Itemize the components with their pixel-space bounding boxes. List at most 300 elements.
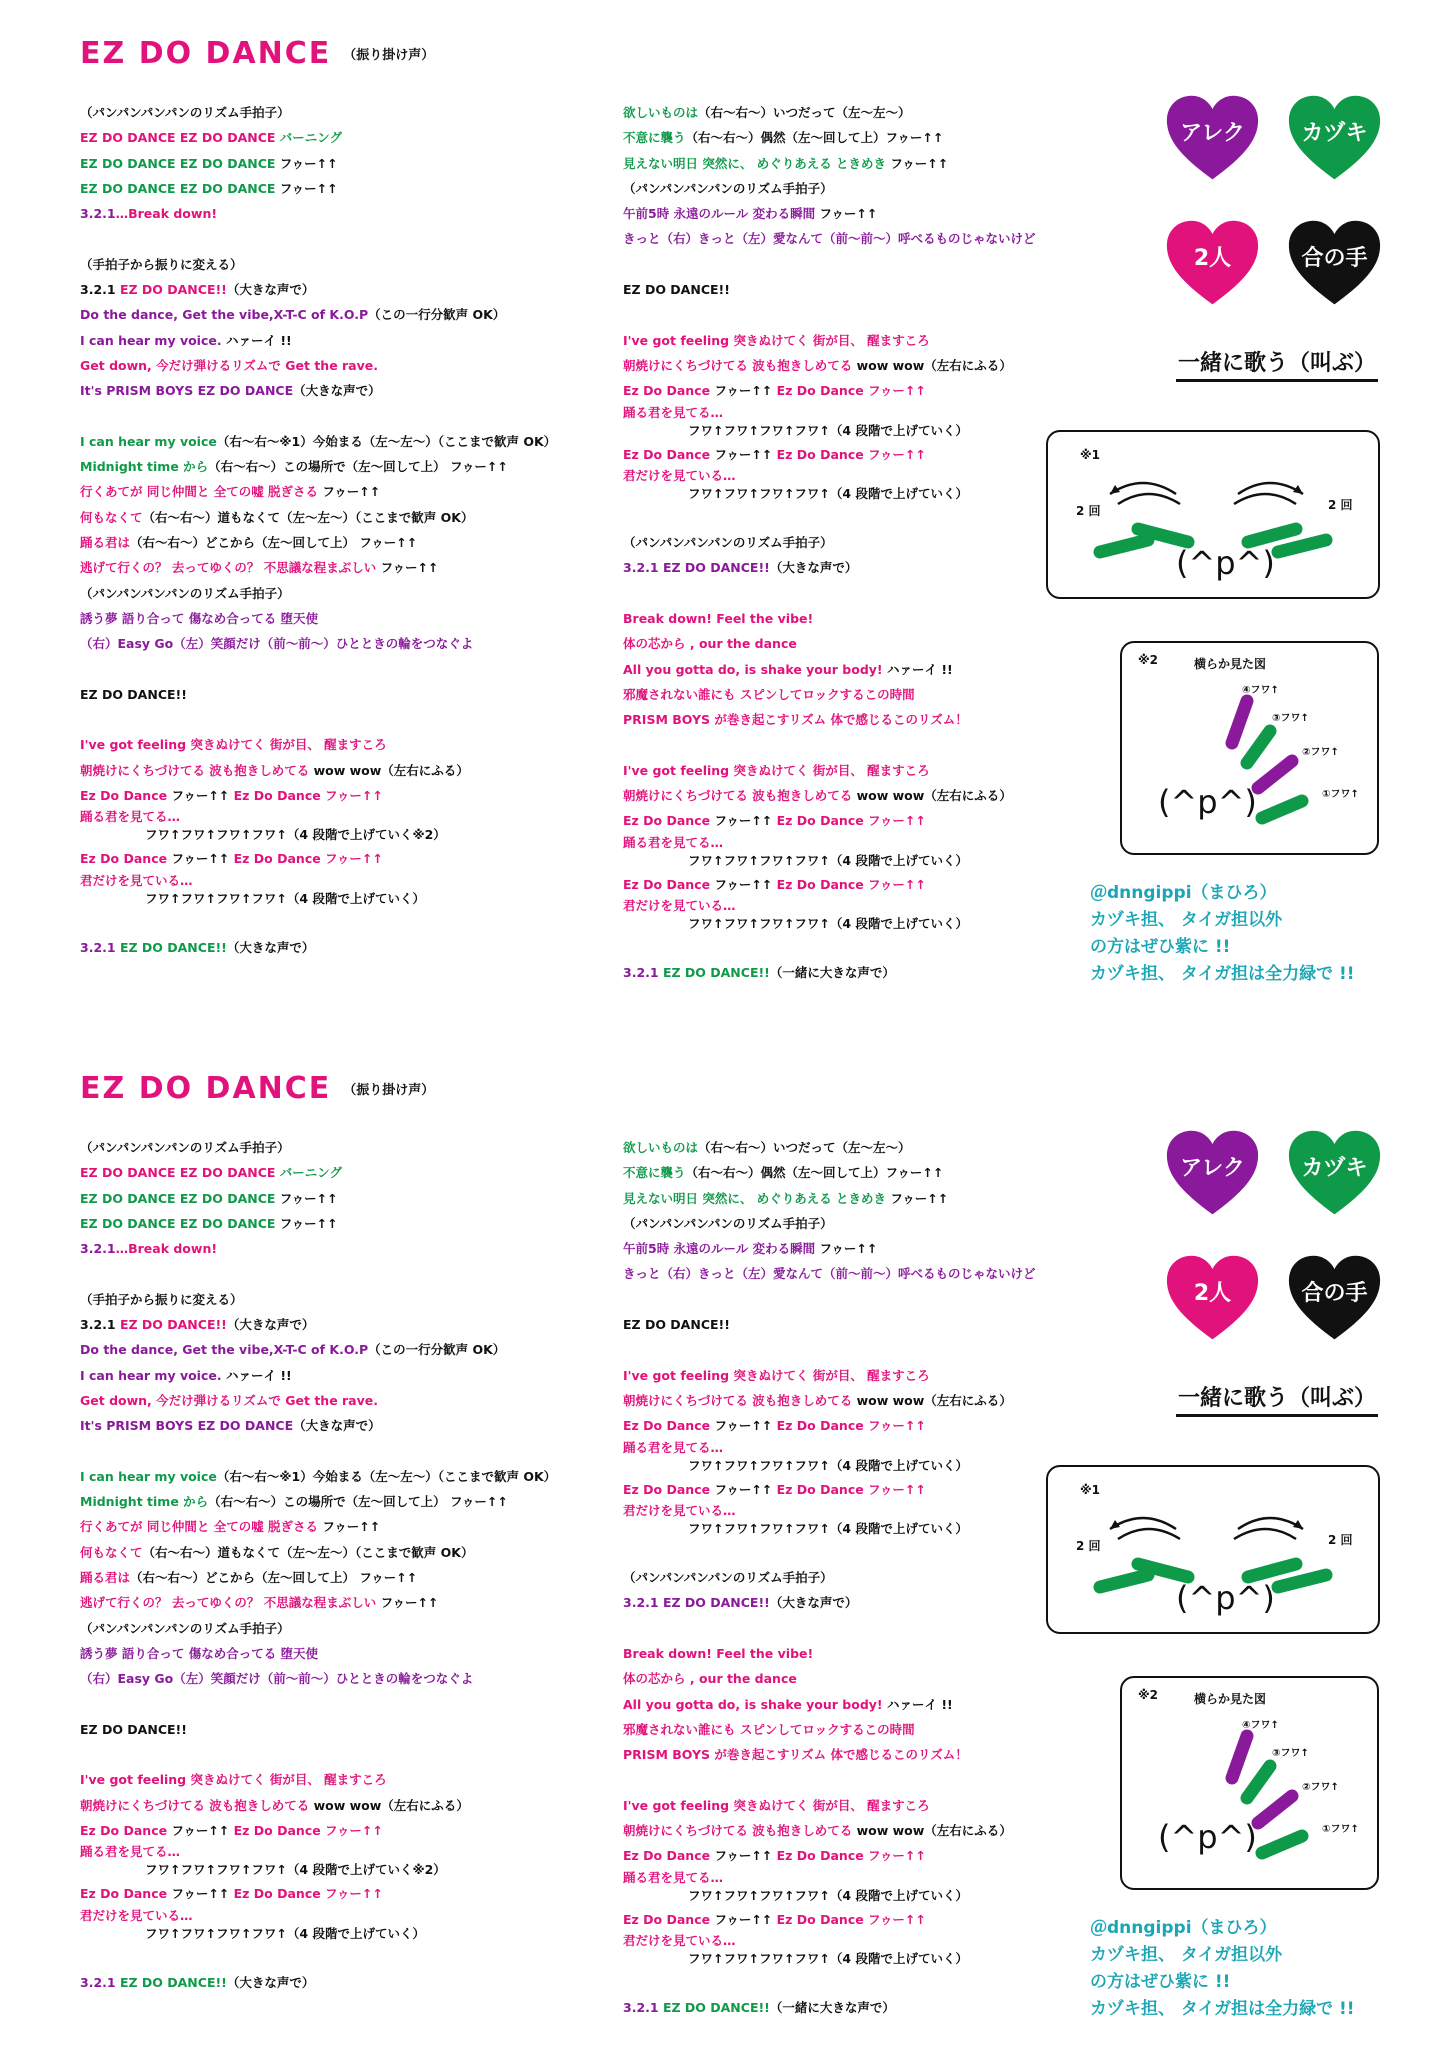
- lyric-annotation: Ez Do Dance フゥー↑↑: [233, 788, 383, 804]
- lyric-text: 行くあてが 同じ仲間と 全ての嘘 脱ぎさる: [80, 1519, 323, 1535]
- lyric-line: [623, 378, 1073, 403]
- lyric-line: [623, 852, 1073, 872]
- lyric-text: I've got feeling 突きぬけてく 街が目、 醒ますころ: [80, 737, 387, 753]
- step-3: ③フワ↑: [1272, 1748, 1309, 1759]
- lyric-text: I've got feeling 突きぬけてく 街が目、 醒ますころ: [623, 762, 930, 778]
- lyric-line: [623, 758, 1073, 783]
- lyric-text: Ez Do Dance: [623, 383, 715, 399]
- lyric-annotation: フゥー↑↑: [714, 383, 777, 399]
- lyric-line: [623, 1932, 1073, 1950]
- lyric-line: [623, 201, 1073, 226]
- lyric-text: 何もなくて: [80, 509, 143, 525]
- lyric-line: [623, 1950, 1073, 1970]
- lyric-annotation: EZ DO DANCE: [197, 1418, 294, 1434]
- lyric-text: 踊る君を見てる…: [623, 1439, 724, 1455]
- lyric-annotation: フゥー↑↑: [171, 1823, 234, 1839]
- lyric-text: I've got feeling 突きぬけてく 街が目、 醒ますころ: [623, 332, 930, 348]
- lyric-line: [623, 1818, 1073, 1843]
- lyric-text: 朝焼けにくちづけてる 波も抱きしめてる: [623, 1392, 857, 1408]
- lyric-line: [623, 252, 1073, 277]
- lyric-line: [623, 1287, 1073, 1312]
- lyric-annotation: この場所で（左～回して上） フゥー↑↑: [283, 459, 508, 475]
- lyric-line: [80, 1793, 620, 1818]
- lyric-line: [623, 808, 1073, 833]
- lyrics-sheet-bottom: [0, 1035, 1448, 2059]
- lyric-line: [623, 1869, 1073, 1887]
- lyric-text: （パンパンパンパンのリズム手拍子）: [80, 1140, 290, 1155]
- lyric-annotation: フゥー↑↑: [819, 206, 878, 222]
- lyric-text: （右）Easy Go（左）笑顔だけ（前～前～）ひとときの輪をつなぐよ: [80, 636, 474, 652]
- lyric-line: [80, 1287, 620, 1312]
- lyric-text: 君だけを見ている…: [80, 872, 193, 888]
- lyric-text: 欲しいものは: [623, 1140, 699, 1155]
- lyric-annotation: フゥー↑↑: [714, 1481, 777, 1497]
- lyric-line: [80, 707, 620, 732]
- lyric-annotation: EZ DO DANCE!!: [119, 1974, 227, 1990]
- lyric-annotation: Ez Do Dance フゥー↑↑: [776, 876, 926, 892]
- lyric-line: [623, 682, 1073, 707]
- diagram1-left-count: 2 回: [1076, 504, 1101, 518]
- lyric-line: [80, 378, 620, 403]
- lyric-annotation: wow wow（左右にふる）: [313, 762, 469, 778]
- lyric-annotation: （右～右～）: [698, 105, 774, 120]
- lyric-annotation: フゥー↑↑: [171, 851, 234, 867]
- lyric-annotation: フゥー↑↑: [171, 788, 234, 804]
- lyric-text: フワ↑フワ↑フワ↑フワ↑（4 段階で上げていく）: [145, 1925, 425, 1941]
- lyric-text: All you gotta do, is shake your body!: [623, 661, 887, 677]
- lyric-line: [80, 1464, 620, 1489]
- lyric-line: [623, 1439, 1073, 1457]
- lyric-text: 体の芯から , our the dance: [623, 1671, 797, 1687]
- lyric-text: 3.2.1: [80, 939, 120, 955]
- lyric-line: [623, 872, 1073, 897]
- diagram-side-view: [1120, 1676, 1379, 1890]
- lyric-line: [623, 581, 1073, 606]
- credits-handle: ＠dnngippi（まひろ）: [1090, 883, 1277, 903]
- lyric-text: 3.2.1 EZ DO DANCE!!: [623, 560, 770, 576]
- lyric-text: 踊る君を見てる…: [80, 809, 181, 825]
- lyric-line: [623, 1337, 1073, 1362]
- lyric-line: [80, 151, 620, 176]
- lyric-text: I can hear my voice.: [80, 1367, 226, 1383]
- lyric-annotation: いつだって（左～左～）: [773, 105, 911, 120]
- diagram-arm-swing: [1046, 430, 1380, 599]
- lyric-text: 3.2.1: [80, 1241, 116, 1257]
- page-title: [80, 36, 434, 71]
- lyric-annotation: wow wow（左右にふる）: [856, 1823, 1012, 1839]
- lyric-line: [80, 682, 620, 707]
- lyric-annotation: （右～右～）: [685, 130, 761, 146]
- lyric-line: [623, 657, 1073, 682]
- title-text: EZ DO DANCE: [80, 36, 332, 71]
- lyric-line: [80, 530, 620, 555]
- legend-call-label: 合の手: [1301, 246, 1368, 271]
- lyric-text: （パンパンパンパンのリズム手拍子）: [623, 180, 833, 196]
- lyric-text: I've got feeling 突きぬけてく 街が目、 醒ますころ: [623, 1367, 930, 1383]
- heart-alek: [1165, 92, 1260, 187]
- lyric-annotation: （大きな声で）: [769, 1595, 858, 1611]
- lyric-annotation: EZ DO DANCE!!: [119, 282, 227, 298]
- diagram2-caption: 横らか見た図: [1194, 1692, 1267, 1706]
- lyric-text: I can hear my voice.: [80, 332, 226, 348]
- lyric-line: [623, 125, 1073, 150]
- lyric-text: EZ DO DANCE EZ DO DANCE: [80, 180, 280, 196]
- lyric-text: Ez Do Dance: [623, 813, 715, 829]
- diagram2-caption: 横らか見た図: [1194, 657, 1267, 671]
- lyric-annotation: どこから（左～回して上） フゥー↑↑: [205, 535, 418, 551]
- diagram1-face: (^p^): [1176, 1579, 1275, 1617]
- lyric-text: Ez Do Dance: [80, 1823, 172, 1839]
- lyric-line: [80, 1186, 620, 1211]
- step-4: ④フワ↑: [1242, 1720, 1279, 1731]
- lyric-line: [623, 1793, 1073, 1818]
- lyric-annotation: （右～右～）: [142, 509, 218, 525]
- lyric-line: [80, 1413, 620, 1438]
- lyric-text: Do the dance, Get the vibe,X-T-C of K.O.P: [80, 1342, 369, 1358]
- lyrics-middle-column: [623, 100, 1073, 986]
- lyric-line: [80, 1907, 620, 1925]
- lyric-line: [80, 353, 620, 378]
- legend-together: 一緒に歌う（叫ぶ）: [1176, 346, 1378, 382]
- lyric-annotation: フゥー↑↑: [279, 1190, 338, 1206]
- lyric-text: I've got feeling 突きぬけてく 街が目、 醒ますころ: [623, 1797, 930, 1813]
- lyric-text: （パンパンパンパンのリズム手拍子）: [623, 535, 833, 551]
- lyric-line: [80, 1666, 620, 1691]
- lyric-annotation: （この一行分歓声 OK）: [368, 307, 506, 323]
- heart-both: [1165, 1252, 1260, 1347]
- diagram1-left-count: 2 回: [1076, 1539, 1101, 1553]
- lyric-text: フワ↑フワ↑フワ↑フワ↑（4 段階で上げていく）: [688, 1951, 968, 1967]
- lyric-line: [623, 1565, 1073, 1590]
- lyric-line: [80, 872, 620, 890]
- lyric-line: [623, 1520, 1073, 1540]
- lyric-text: Do the dance, Get the vibe,X-T-C of K.O.P: [80, 307, 369, 323]
- lyric-annotation: フゥー↑↑: [380, 560, 439, 576]
- lyric-text: （パンパンパンパンのリズム手拍子）: [80, 105, 290, 120]
- lyric-text: 3.2.1: [80, 282, 120, 298]
- legend-alek-label: アレク: [1180, 121, 1245, 146]
- lyric-text: PRISM BOYS が巻き起こすリズム 体で感じるこのリズム！: [623, 712, 968, 728]
- lyric-line: [623, 1768, 1073, 1793]
- lyrics-left-column: [80, 100, 620, 960]
- heart-katsuki: [1287, 92, 1382, 187]
- lyric-annotation: バーニング: [279, 1165, 343, 1181]
- lyric-line: [80, 201, 620, 226]
- lyric-text: Midnight time から: [80, 1494, 209, 1510]
- lyric-text: 邪魔されない誰にも スピンしてロックするこの時間: [623, 686, 915, 702]
- lyric-line: [80, 100, 620, 125]
- lyric-line: [623, 100, 1073, 125]
- lyric-line: [80, 783, 620, 808]
- lyric-text: 体の芯から , our the dance: [623, 636, 797, 652]
- lyric-text: 何もなくて: [80, 1544, 143, 1560]
- lyric-annotation: フゥー↑↑: [714, 813, 777, 829]
- lyric-text: フワ↑フワ↑フワ↑フワ↑（4 段階で上げていく）: [688, 422, 968, 438]
- lyric-text: 踊る君を見てる…: [623, 834, 724, 850]
- lyric-line: [80, 1843, 620, 1861]
- lyric-line: [80, 935, 620, 960]
- lyric-annotation: Ez Do Dance フゥー↑↑: [776, 1911, 926, 1927]
- lyric-line: [623, 1641, 1073, 1666]
- lyric-line: [623, 404, 1073, 422]
- lyric-annotation: 今始まる（左～左～）（ここまで歓声 OK）: [312, 433, 557, 449]
- lyric-text: Break down! Feel the vibe!: [623, 1646, 814, 1662]
- lyric-line: [623, 151, 1073, 176]
- lyric-text: （右）Easy Go（左）笑顔だけ（前～前～）ひとときの輪をつなぐよ: [80, 1671, 474, 1687]
- lyric-text: Ez Do Dance: [80, 851, 172, 867]
- lyric-annotation: （右～右～※1）: [216, 433, 313, 449]
- lyric-line: [623, 422, 1073, 442]
- step-2: ②フワ↑: [1302, 1782, 1339, 1793]
- lyric-annotation: フゥー↑↑: [714, 1911, 777, 1927]
- diagram1-face: (^p^): [1176, 544, 1275, 582]
- lyric-line: [623, 1388, 1073, 1413]
- color-legend: [1165, 1127, 1415, 1377]
- lyric-line: [80, 606, 620, 631]
- lyric-line: [623, 176, 1073, 201]
- lyric-text: きっと（右）きっと（左）愛なんて（前～前～）呼べるものじゃないけど: [623, 1266, 1036, 1282]
- lyric-line: [623, 834, 1073, 852]
- color-legend: [1165, 92, 1415, 342]
- lyric-line: [80, 302, 620, 327]
- lyric-annotation: （一緒に大きな声で）: [769, 965, 895, 981]
- lyric-annotation: フゥー↑↑: [714, 876, 777, 892]
- lyric-text: 朝焼けにくちづけてる 波も抱きしめてる: [80, 1797, 314, 1813]
- lyric-text: Ez Do Dance: [623, 1481, 715, 1497]
- lyric-text: Break down! Feel the vibe!: [623, 611, 814, 627]
- step-1: ①フワ↑: [1322, 1824, 1359, 1835]
- title-text: EZ DO DANCE: [80, 1071, 332, 1106]
- lyric-annotation: （右～右～）: [130, 1570, 206, 1586]
- lyric-text: 邪魔されない誰にも スピンしてロックするこの時間: [623, 1721, 915, 1737]
- lyric-line: [80, 125, 620, 150]
- lyric-annotation: …Break down!: [115, 206, 218, 222]
- legend-both-label: 2人: [1193, 1281, 1232, 1306]
- lyric-annotation: wow wow（左右にふる）: [856, 788, 1012, 804]
- lyric-annotation: EZ DO DANCE: [197, 383, 294, 399]
- lyric-line: [623, 606, 1073, 631]
- lyric-text: EZ DO DANCE!!: [623, 282, 730, 298]
- lyric-text: 3.2.1: [80, 1317, 120, 1333]
- lyric-line: [623, 442, 1073, 467]
- lyric-text: フワ↑フワ↑フワ↑フワ↑（4 段階で上げていく）: [688, 1520, 968, 1536]
- lyric-line: [623, 1742, 1073, 1767]
- lyric-text: 3.2.1: [623, 2000, 663, 2016]
- lyric-annotation: Ez Do Dance フゥー↑↑: [776, 1481, 926, 1497]
- lyric-text: 踊る君は: [80, 535, 131, 551]
- lyric-line: [623, 783, 1073, 808]
- lyric-annotation: wow wow（左右にふる）: [313, 1797, 469, 1813]
- diagram1-right-count: 2 回: [1328, 498, 1353, 512]
- lyric-text: 3.2.1: [80, 1974, 120, 1990]
- lyric-text: Ez Do Dance: [80, 1886, 172, 1902]
- lyric-line: [623, 1666, 1073, 1691]
- lyric-annotation: いつだって（左～左～）: [773, 1140, 911, 1155]
- lyric-line: [623, 302, 1073, 327]
- lyric-line: [623, 1236, 1073, 1261]
- lyric-text: （パンパンパンパンのリズム手拍子）: [80, 1620, 290, 1636]
- lyric-line: [80, 328, 620, 353]
- legend-katsuki-label: カヅキ: [1301, 1156, 1368, 1181]
- lyric-annotation: バーニング: [279, 130, 343, 146]
- legend-together: 一緒に歌う（叫ぶ）: [1176, 1381, 1378, 1417]
- lyric-line: [623, 1211, 1073, 1236]
- lyric-line: [80, 826, 620, 846]
- lyric-line: [623, 277, 1073, 302]
- lyric-annotation: 今始まる（左～左～）（ここまで歓声 OK）: [312, 1468, 557, 1484]
- lyric-text: It's PRISM BOYS: [80, 1418, 198, 1434]
- lyric-text: 君だけを見ている…: [623, 1502, 736, 1518]
- heart-call: [1287, 217, 1382, 312]
- lyric-annotation: ハァーイ !!: [225, 1367, 292, 1383]
- lyric-text: 午前5時 永遠のルール 変わる瞬間: [623, 206, 820, 222]
- lyric-annotation: どこから（左～回して上） フゥー↑↑: [205, 1570, 418, 1586]
- lyric-annotation: （大きな声で）: [226, 1974, 315, 1990]
- lyric-line: [623, 530, 1073, 555]
- page-title: [80, 1071, 434, 1106]
- lyric-line: [80, 1211, 620, 1236]
- lyric-text: フワ↑フワ↑フワ↑フワ↑（4 段階で上げていく）: [145, 890, 425, 906]
- lyric-line: [80, 176, 620, 201]
- lyric-text: 踊る君は: [80, 1570, 131, 1586]
- lyric-line: [80, 1767, 620, 1792]
- lyric-text: フワ↑フワ↑フワ↑フワ↑（4 段階で上げていく※2）: [145, 827, 446, 843]
- lyric-text: Ez Do Dance: [623, 1911, 715, 1927]
- lyric-annotation: EZ DO DANCE!!: [119, 939, 227, 955]
- lyric-line: [80, 890, 620, 910]
- lyric-line: [80, 1489, 620, 1514]
- lyric-line: [80, 1970, 620, 1995]
- lyric-line: [623, 1502, 1073, 1520]
- heart-alek: [1165, 1127, 1260, 1222]
- lyric-text: EZ DO DANCE!!: [80, 686, 187, 702]
- lyric-annotation: ハァーイ !!: [886, 661, 953, 677]
- lyric-line: [80, 277, 620, 302]
- lyric-line: [80, 1337, 620, 1362]
- lyric-line: [80, 1388, 620, 1413]
- lyric-text: EZ DO DANCE!!: [623, 1317, 730, 1333]
- lyrics-middle-column: [623, 1135, 1073, 2021]
- lyric-line: [623, 328, 1073, 353]
- lyric-annotation: （右～右～）: [208, 1494, 284, 1510]
- lyric-annotation: ハァーイ !!: [886, 1696, 953, 1712]
- lyric-line: [623, 707, 1073, 732]
- lyric-annotation: フゥー↑↑: [380, 1595, 439, 1611]
- lyric-annotation: （この一行分歓声 OK）: [368, 1342, 506, 1358]
- legend-both-label: 2人: [1193, 246, 1232, 271]
- diagram2-label: ※2: [1138, 653, 1159, 667]
- lyric-line: [80, 1312, 620, 1337]
- lyric-line: [80, 732, 620, 757]
- heart-katsuki: [1287, 1127, 1382, 1222]
- lyric-annotation: （右～右～）: [142, 1544, 218, 1560]
- lyric-annotation: 道もなくて（左～左～）（ここまで歓声 OK）: [217, 1544, 474, 1560]
- lyric-annotation: （大きな声で）: [226, 282, 315, 298]
- lyric-line: [623, 467, 1073, 485]
- credits-line3: カヅキ担、 タイガ担は全力緑で !!: [1090, 1999, 1355, 2019]
- lyric-line: [80, 429, 620, 454]
- lyric-line: [80, 581, 620, 606]
- lyric-annotation: EZ DO DANCE!!: [662, 965, 770, 981]
- lyric-line: [80, 1514, 620, 1539]
- lyric-line: [80, 758, 620, 783]
- lyric-annotation: フゥー↑↑: [322, 1519, 381, 1535]
- lyric-text: Ez Do Dance: [623, 876, 715, 892]
- lyric-text: EZ DO DANCE EZ DO DANCE: [80, 155, 280, 171]
- lyric-line: [80, 252, 620, 277]
- lyric-line: [80, 1881, 620, 1906]
- lyric-annotation: wow wow（左右にふる）: [856, 357, 1012, 373]
- lyric-text: 不意に襲う: [623, 130, 686, 146]
- lyric-line: [623, 1995, 1073, 2020]
- lyric-annotation: フゥー↑↑: [714, 446, 777, 462]
- lyric-text: フワ↑フワ↑フワ↑フワ↑（4 段階で上げていく）: [688, 852, 968, 868]
- lyric-annotation: フゥー↑↑: [714, 1848, 777, 1864]
- lyric-annotation: EZ DO DANCE!!: [119, 1317, 227, 1333]
- lyric-annotation: フゥー↑↑: [890, 155, 949, 171]
- lyric-text: （手拍子から振りに変える）: [80, 1291, 243, 1307]
- lyric-line: [623, 1160, 1073, 1185]
- lyric-text: フワ↑フワ↑フワ↑フワ↑（4 段階で上げていく）: [688, 916, 968, 932]
- lyric-line: [80, 1540, 620, 1565]
- lyric-text: きっと（右）きっと（左）愛なんて（前～前～）呼べるものじゃないけど: [623, 231, 1036, 247]
- lyric-text: 見えない明日 突然に、 めぐりあえる ときめき: [623, 1190, 891, 1206]
- lyric-text: 君だけを見ている…: [80, 1907, 193, 1923]
- lyric-line: [80, 1236, 620, 1261]
- lyric-annotation: Ez Do Dance フゥー↑↑: [776, 383, 926, 399]
- lyric-annotation: 偶然（左～回して上）フゥー↑↑: [760, 130, 944, 146]
- lyric-line: [80, 1692, 620, 1717]
- heart-call: [1287, 1252, 1382, 1347]
- lyric-line: [623, 631, 1073, 656]
- lyric-line: [80, 1742, 620, 1767]
- lyric-text: I can hear my voice: [80, 1468, 217, 1484]
- lyric-text: Midnight time から: [80, 459, 209, 475]
- lyric-annotation: （大きな声で）: [293, 1418, 381, 1434]
- lyric-annotation: フゥー↑↑: [714, 1418, 777, 1434]
- lyric-line: [80, 657, 620, 682]
- credits-line1: カヅキ担、 タイガ担以外: [1090, 910, 1283, 930]
- lyric-line: [80, 846, 620, 871]
- lyric-text: EZ DO DANCE EZ DO DANCE: [80, 1215, 280, 1231]
- lyric-line: [623, 1692, 1073, 1717]
- lyric-line: [623, 733, 1073, 758]
- lyric-text: 朝焼けにくちづけてる 波も抱きしめてる: [623, 357, 857, 373]
- lyric-line: [623, 960, 1073, 985]
- lyric-text: （パンパンパンパンのリズム手拍子）: [623, 1570, 833, 1586]
- lyric-text: 踊る君を見てる…: [623, 404, 724, 420]
- lyric-line: [80, 555, 620, 580]
- lyric-text: 不意に襲う: [623, 1165, 686, 1181]
- diagram2-label: ※2: [1138, 1688, 1159, 1702]
- lyric-annotation: Ez Do Dance フゥー↑↑: [776, 1418, 926, 1434]
- lyric-text: 朝焼けにくちづけてる 波も抱きしめてる: [623, 1823, 857, 1839]
- lyric-line: [623, 226, 1073, 251]
- lyric-annotation: この場所で（左～回して上） フゥー↑↑: [283, 1494, 508, 1510]
- lyric-text: Ez Do Dance: [623, 1848, 715, 1864]
- lyric-text: 君だけを見ている…: [623, 467, 736, 483]
- lyric-text: フワ↑フワ↑フワ↑フワ↑（4 段階で上げていく）: [688, 1887, 968, 1903]
- lyric-annotation: （大きな声で）: [769, 560, 858, 576]
- lyric-text: EZ DO DANCE EZ DO DANCE: [80, 1165, 280, 1181]
- lyric-text: 誘う夢 語り合って 傷なめ合ってる 堕天使: [80, 1645, 319, 1661]
- lyric-line: [623, 915, 1073, 935]
- lyric-line: [623, 555, 1073, 580]
- legend-call-label: 合の手: [1301, 1281, 1368, 1306]
- lyric-line: [623, 897, 1073, 915]
- lyric-text: 3.2.1: [80, 206, 116, 222]
- lyric-text: Get down, 今だけ弾けるリズムで Get the rave.: [80, 1392, 378, 1408]
